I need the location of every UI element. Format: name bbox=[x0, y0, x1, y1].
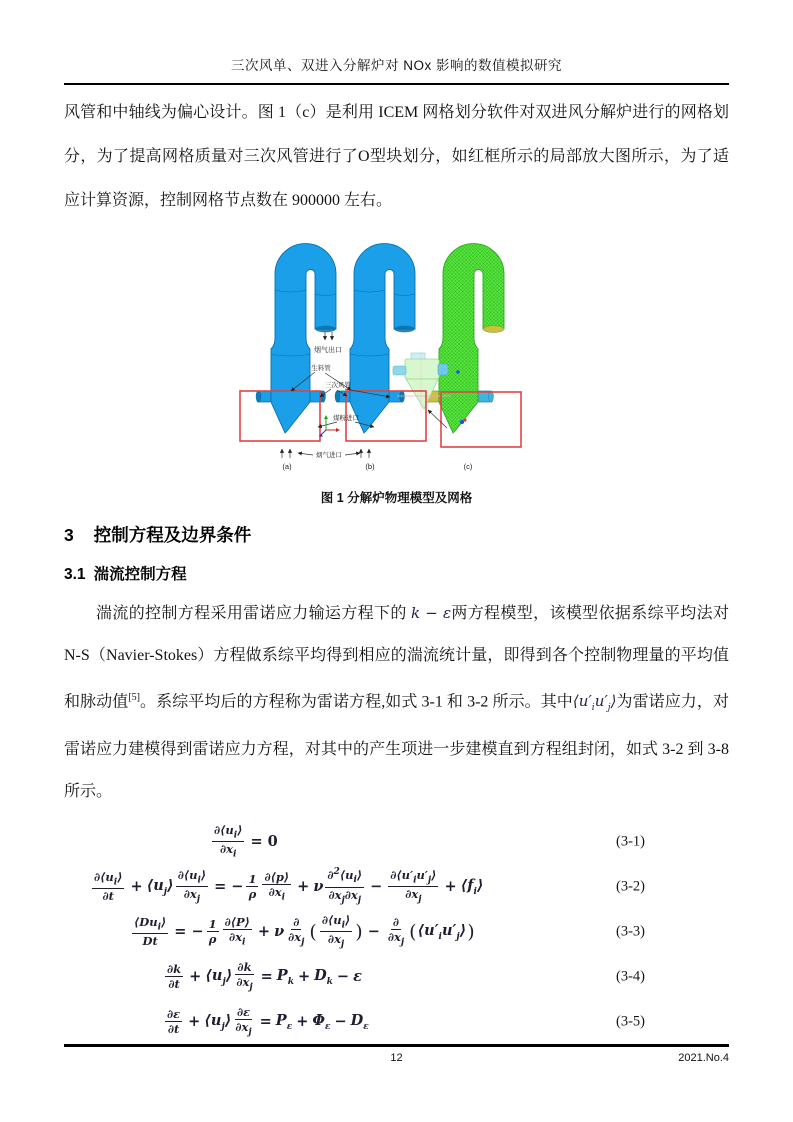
figure-1-caption: 图 1 分解炉物理模型及网格 bbox=[320, 491, 473, 505]
furnace-model-b bbox=[332, 244, 415, 433]
equation-3-4-math: ∂k ∂t + $⟨u_j⟩$ $\frac{\partial k}{\partial x_j}$ = $P_k$ + $D_k$ − ε bbox=[167, 959, 362, 993]
figure-1-image bbox=[225, 229, 569, 475]
footer-rule bbox=[64, 1044, 729, 1047]
label-flue-gas-inlet: 烟气进口 bbox=[315, 452, 342, 459]
section-3-title: 控制方程及边界条件 bbox=[93, 525, 252, 545]
label-tertiary-air-duct: 三次风管 bbox=[324, 382, 351, 389]
furnace-model-c-mesh bbox=[424, 244, 504, 433]
equation-3-3 bbox=[64, 909, 729, 954]
equation-3-4-number: (3-4) bbox=[616, 968, 645, 985]
section-3-heading bbox=[64, 522, 729, 547]
equation-3-1-number: (3-1) bbox=[616, 833, 645, 850]
section-3-1-title: 湍流控制方程 bbox=[93, 566, 187, 583]
equation-3-3-number: (3-3) bbox=[616, 923, 645, 940]
figure-1 bbox=[225, 229, 569, 506]
page-footer bbox=[64, 1044, 729, 1064]
equation-3-2-number: (3-2) bbox=[616, 878, 645, 895]
journal-issue: 2021.No.4 bbox=[678, 1052, 729, 1064]
label-subfigure-b: (b) bbox=[364, 462, 375, 471]
equation-3-3-math: $⟨Du_i⟩$ Dt = − $\frac{1}{\rho}$ ∂⟨P⟩ $\partial x_i$ + ν ∂ $\partial x_j$ ( $\partial⟨u_i⟩$ $\partial x_j$ ) − ∂ $\partial x_j$ ( $⟨u'_iu'_j⟩$ ) bbox=[134, 912, 475, 950]
furnace-model-a bbox=[256, 244, 336, 433]
equation-3-5-number: (3-5) bbox=[616, 1013, 645, 1030]
page-header bbox=[64, 0, 729, 85]
label-subfigure-c: (c) bbox=[463, 462, 472, 471]
running-head-title: 三次风单、双进入分解炉对 NOx 影响的数值模拟研究 bbox=[230, 58, 562, 73]
paragraph-turbulence-model: 湍流的控制方程采用雷诺应力输运方程下的 k − ε两方程模型，该模型依据系综平均法对 N-S（Navier-Stokes）方程做系综平均得到相应的湍流统计量，即得到各个控制物理量的平均值和脉动值[5]。系综平均后的方程称为雷诺方程,如式 3-1 和 3-2 所示。其中$⟨u'_iu'_j⟩$为雷诺应力，对雷诺应力建模得到雷诺应力方程，对其中的产生项进一步建模直到方程组封闭，如式 3-2 到 3-8 所示。 bbox=[64, 604, 729, 801]
equation-3-4 bbox=[64, 954, 729, 999]
section-3-1-heading bbox=[64, 562, 729, 584]
equation-3-2-math: $\partial⟨u_i⟩$ ∂t + $⟨u_j⟩$ $\frac{\partial⟨u_i⟩}{\partial x_j}$ = − $\frac{1}{\rho}$ ∂⟨p⟩ $\partial x_i$ + ν $\partial^2⟨u_i⟩$ $\partial x_j\partial x_j$ − $\frac{\partial⟨u'_iu'_j⟩}{\partial x_j}$ + $⟨f_i⟩$ bbox=[94, 867, 484, 906]
section-3-1-number: 3.1 bbox=[64, 566, 86, 583]
paragraph-mesh-description: 风管和中轴线为偏心设计。图 1（c）是利用 ICEM 网格划分软件对双进风分解炉进行的网格划分，为了提高网格质量对三次风管进行了O型块划分，如红框所示的局部放大图所示，为了适应计算资源，控制网格节点数在 900000 左右。 bbox=[64, 104, 729, 209]
equation-3-5 bbox=[64, 999, 729, 1044]
label-flue-gas-outlet: 烟气出口 bbox=[313, 347, 342, 354]
equation-block bbox=[64, 819, 729, 1044]
section-3-number: 3 bbox=[64, 525, 74, 545]
equation-3-5-math: ∂ε ∂t + $⟨u_j⟩$ $\frac{\partial\varepsilon}{\partial x_j}$ = $P_\varepsilon$ + $\Phi_\varepsilon$ − $D_\varepsilon$ bbox=[167, 1004, 369, 1038]
label-raw-meal-pipe: 生料管 bbox=[310, 365, 331, 372]
equation-3-1-math: $\frac{\partial⟨u_i⟩}{\partial x_i}$ = 0 bbox=[214, 822, 278, 860]
equation-3-2 bbox=[64, 864, 729, 909]
label-coal-inlet: 煤粉进口 bbox=[332, 415, 359, 422]
page-number: 12 bbox=[390, 1052, 403, 1064]
equation-3-1 bbox=[64, 819, 729, 864]
label-subfigure-a: (a) bbox=[281, 462, 292, 471]
